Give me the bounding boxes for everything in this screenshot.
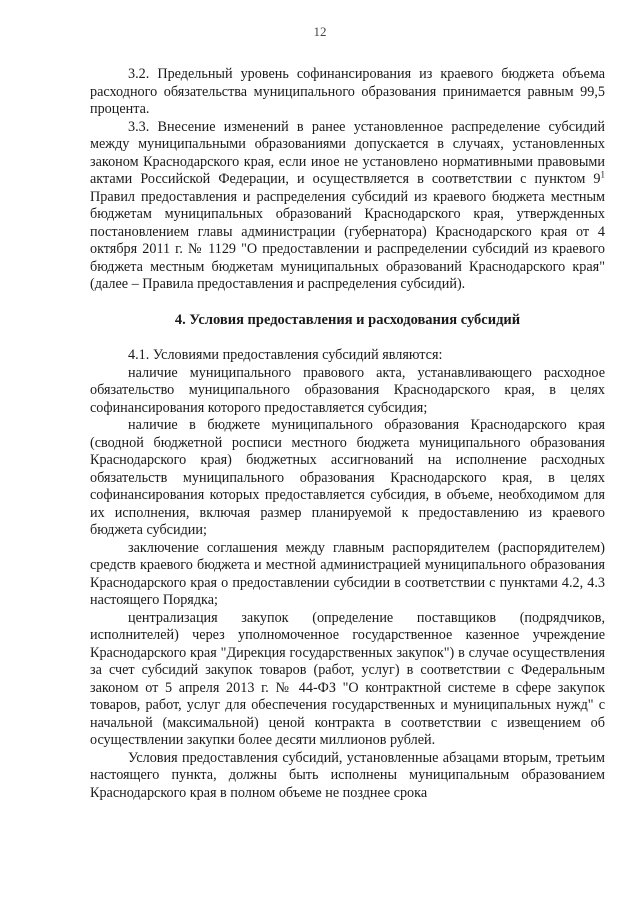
document-body (90, 66, 605, 802)
paragraph-3-3-text-b: Правил предоставления и распределения субсидий из краевого бюджета местным бюджетам муниципальных образований Краснодарского края, утвержденных постановлением главы администрации (губернатора) Краснодарского края от 4 октября 2011 г. № 1129 "О предоставлении и распределении субсидий из краевого бюджета местным бюджетам муниципальных образований Краснодарского края" (далее – Правила предоставления и распределения субсидий). (90, 188, 605, 292)
paragraph-4-1-condition-agreement: заключение соглашения между главным распорядителем (распорядителем) средств краевого бюджета и местной администрацией муниципального образования Краснодарского края о предоставлении субсидии в соответствии с пунктами 4.2, 4.3 настоящего Порядка; (90, 539, 605, 608)
page-number: 12 (313, 24, 327, 39)
paragraph-4-1-condition-budget: наличие в бюджете муниципального образования Краснодарского края (сводной бюджетной росписи местного бюджета муниципального образования Краснодарского края) бюджетных ассигнований на исполнение расходных обязательств муниципального образования Краснодарского края, в целях софинансирования которых предоставляется субсидия, в объеме, необходимом для их исполнения, включая размер планируемой к предоставлению из краевого бюджета субсидии; (90, 417, 605, 538)
paragraph-4-1-condition-legal-act: наличие муниципального правового акта, устанавливающего расходное обязательство муниципального образования Краснодарского края, в целях софинансирования которого предоставляется субсидия; (90, 364, 605, 416)
paragraph-3-3 (90, 119, 605, 294)
superscript-footnote: 1 (600, 169, 605, 180)
paragraph-3-3-text-a: 3.3. Внесение изменений в ранее установленное распределение субсидий между муниципальными образованиями допускается в случаях, установленных законом Краснодарского края, если иное не установлено нормативными правовыми актами Российской Федерации, и осуществляется в соответствии с пунктом 9 (90, 118, 605, 187)
paragraph-3-2: 3.2. Предельный уровень софинансирования из краевого бюджета объема расходного обязательства муниципального образования принимается равным 99,5 процента. (90, 66, 605, 117)
paragraph-4-1-condition-procurement: централизация закупок (определение поставщиков (подрядчиков, исполнителей) через уполномоченное государственное казенное учреждение Краснодарского края "Дирекция государственных закупок") в случае осуществления за счет субсидий закупок товаров (работ, услуг) в соответствии с Федеральным законом от 5 апреля 2013 г. № 44-ФЗ "О контрактной системе в сфере закупок товаров, работ, услуг для обеспечения государственных и муниципальных нужд" с начальной (максимальной) ценой контракта в соответствии с извещением об осуществлении закупки более десяти миллионов рублей. (90, 609, 605, 748)
paragraph-4-1: 4.1. Условиями предоставления субсидий являются: (128, 347, 443, 363)
section-4-heading: 4. Условия предоставления и расходования субсидий (174, 311, 521, 328)
paragraph-conditions-deadline: Условия предоставления субсидий, установленные абзацами вторым, третьим настоящего пункта, должны быть исполнены муниципальным образованием Краснодарского края в полном объеме не позднее срока (90, 749, 605, 801)
